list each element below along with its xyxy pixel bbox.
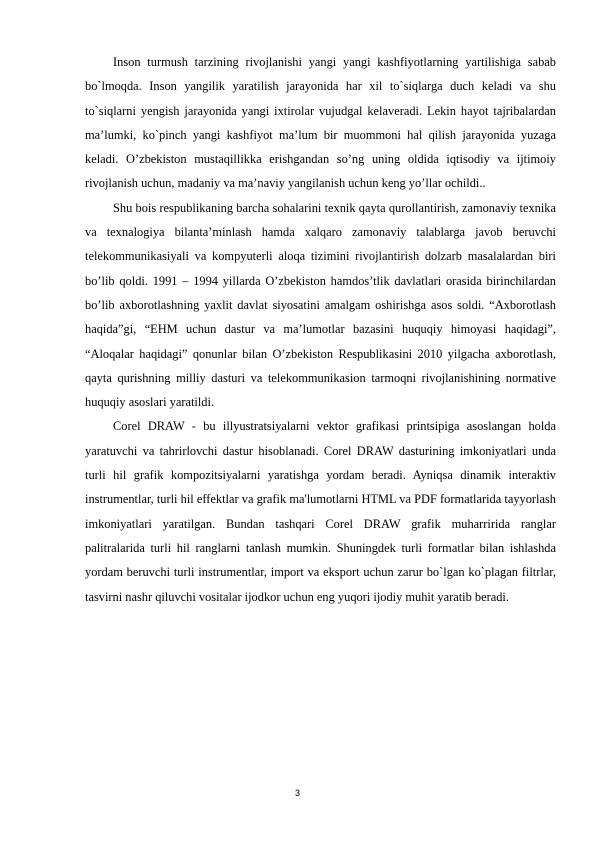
body-text <box>85 50 556 609</box>
paragraph-modernization: Shu bois respublikaning barcha sohalarini texnik qayta qurollantirish, zamonaviy texnika va texnalogiya bilanta’minlash hamda xalqaro zamonaviy talablarga javob beruvchi telekommunikasiyali va kompyuterli aloqa tizimini rivojlantirish dolzarb masalalardan biri bo’lib qoldi. 1991 – 1994 yillarda O’zbekiston hamdos’tlik davlatlari orasida birinchilardan bo’lib axborotlashning yaxlit davlat siyosatini amalgam oshirishga asos soldi. “Axborotlash haqida”gi, “EHM uchun dastur va ma’lumotlar bazasini huquqiy himoyasi haqidagi”, “Aloqalar haqidagi” qonunlar bilan O’zbekiston Respublikasini 2010 yilgacha axborotlash, qayta qurishning milliy dasturi va telekommunikasion tarmoqni rivojlanishining normative huquqiy asoslari yaratildi. <box>85 200 556 410</box>
paragraph-intro: Inson turmush tarzining rivojlanishi yangi yangi kashfiyotlarning yartilishiga sabab bo`lmoqda. Inson yangilik yaratilish jarayonida har xil to`siqlarga duch keladi va shu to`siqlarni yengish jarayonida yangi ixtirolar vujudgal kelaveradi. Lekin hayot tajribalardan ma’lumki, ko`pinch yangi kashfiyot ma’lum bir muommoni hal qilish jarayonida yuzaga keladi. O’zbekiston mustaqillikka erishgandan so’ng uning oldida iqtisodiy va ijtimoiy rivojlanish uchun, madaniy va ma’naviy yangilanish uchun keng yo’llar ochildi.. <box>85 55 556 191</box>
page-number: 3 <box>294 788 300 798</box>
paragraph-corel-draw: Corel DRAW - bu illyustratsiyalarni vektor grafikasi printsipiga asoslangan holda yaratuvchi va tahrirlovchi dastur hisoblanadi. Corel DRAW dasturining imkoniyatlari unda turli hil grafik kompozitsiyalarni yaratishga yordam beradi. Ayniqsa dinamik interaktiv instrumentlar, turli hil effektlar va grafik ma'lumotlarni HTML va PDF formatlarida tayyorlash imkoniyatlari yaratilgan. Bundan tashqari Corel DRAW grafik muharririda ranglar palitralarida turli hil ranglarni tanlash mumkin. Shuningdek turli formatlar bilan ishlashda yordam beruvchi turli instrumentlar, import va eksport uchun zarur bo`lgan ko`plagan filtrlar, tasvirni nashr qiluvchi vositalar ijodkor uchun eng yuqori ijodiy muhit yaratib beradi. <box>85 419 556 604</box>
